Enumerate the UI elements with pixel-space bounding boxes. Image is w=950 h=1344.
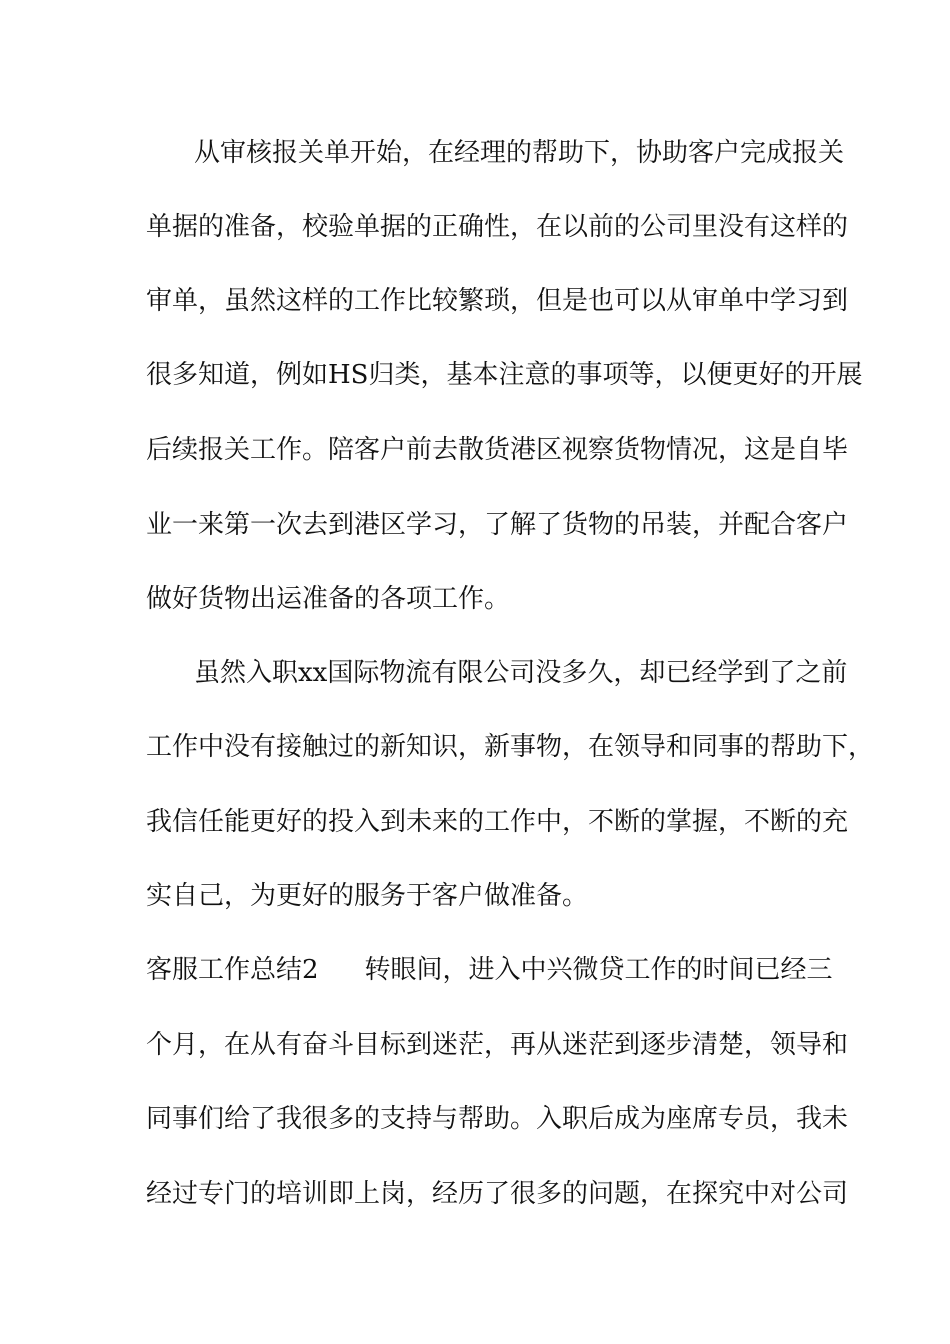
section-heading: 客服工作总结2	[146, 955, 319, 985]
paragraph-2-line-1: 虽然入职xx国际物流有限公司没多久，却已经学到了之前	[194, 658, 848, 688]
paragraph-1-line-4: 很多知道，例如HS归类，基本注意的事项等，以便更好的开展	[146, 360, 863, 390]
paragraph-1-line-1: 从审核报关单开始，在经理的帮助下，协助客户完成报关	[194, 138, 845, 168]
section-line-2: 个月，在从有奋斗目标到迷茫，再从迷茫到逐步清楚，领导和	[146, 1030, 849, 1060]
paragraph-2-line-2: 工作中没有接触过的新知识，新事物，在领导和同事的帮助下，	[146, 732, 875, 762]
section-line-4: 经过专门的培训即上岗，经历了很多的问题，在探究中对公司	[146, 1179, 849, 1209]
paragraph-2-line-3: 我信任能更好的投入到未来的工作中，不断的掌握，不断的充	[146, 807, 849, 837]
paragraph-1-line-5: 后续报关工作。陪客户前去散货港区视察货物情况，这是自毕	[146, 435, 849, 465]
paragraph-1-line-3: 审单，虽然这样的工作比较繁琐，但是也可以从审单中学习到	[146, 286, 849, 316]
paragraph-1-line-2: 单据的准备，校验单据的正确性，在以前的公司里没有这样的	[146, 212, 849, 242]
section-line-3: 同事们给了我很多的支持与帮助。入职后成为座席专员，我未	[146, 1104, 849, 1134]
paragraph-2-line-4: 实自己，为更好的服务于客户做准备。	[146, 881, 589, 911]
section-first-line	[146, 950, 846, 990]
paragraph-1-line-6: 业一来第一次去到港区学习，了解了货物的吊装，并配合客户	[146, 510, 849, 540]
section-first-line-text: 转眼间，进入中兴微贷工作的时间已经三	[364, 955, 833, 985]
paragraph-1-line-7: 做好货物出运准备的各项工作。	[146, 584, 511, 614]
